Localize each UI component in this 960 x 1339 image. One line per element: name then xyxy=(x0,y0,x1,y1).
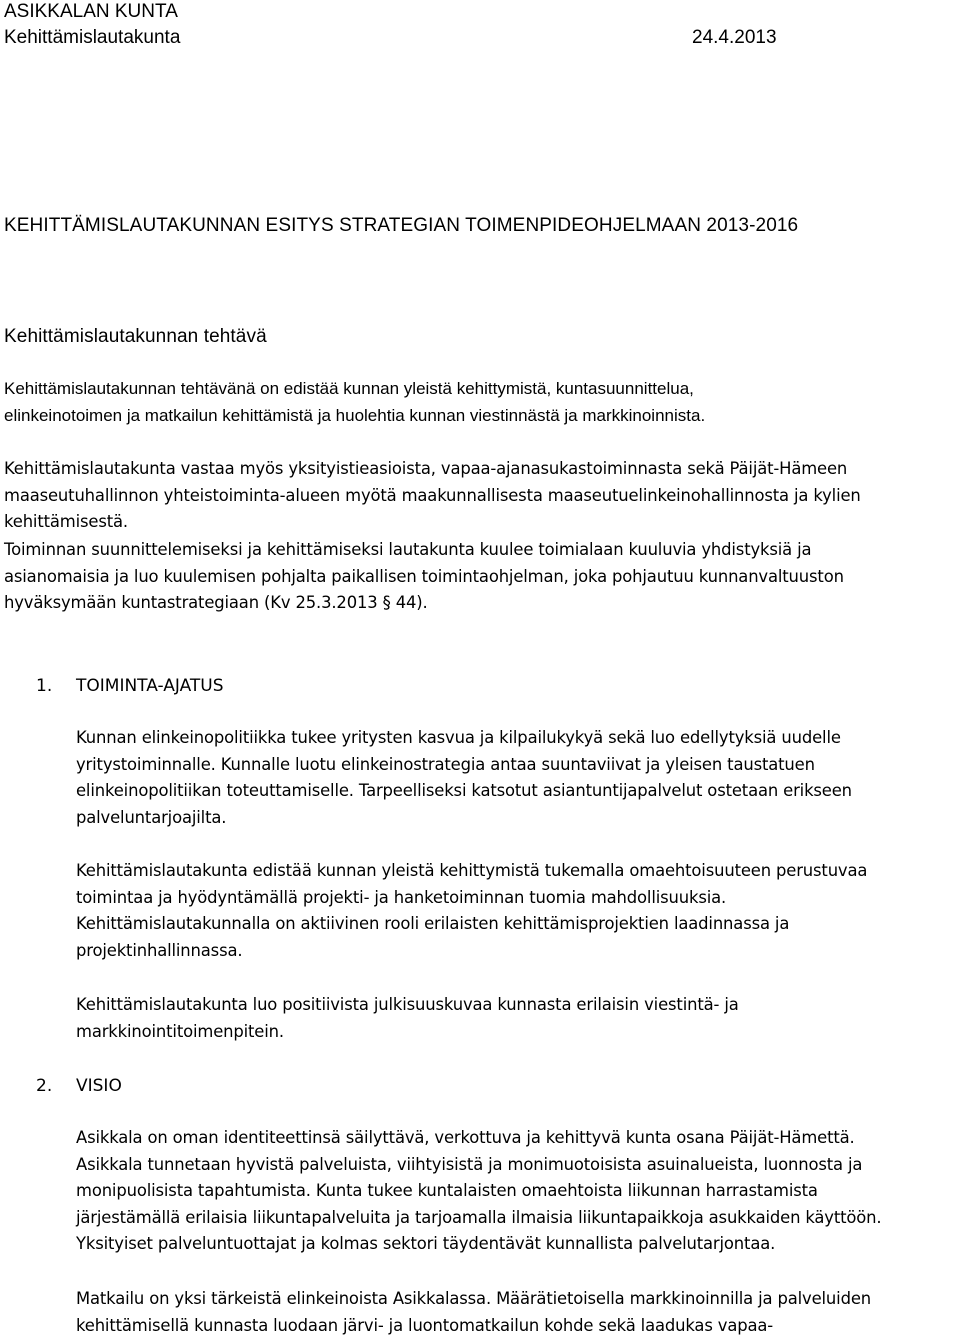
text-line: Kehittämislautakunta vastaa myös yksityistieasioista, vapaa-ajanasukastoiminnasta sekä Päijät-Hämeen xyxy=(4,459,848,478)
text-line: hyväksymään kuntastrategiaan (Kv 25.3.2013 § 44). xyxy=(4,593,428,612)
document-date: 24.4.2013 xyxy=(692,27,777,48)
text-line: projektinhallinnassa. xyxy=(76,940,243,960)
section-1-paragraph-a xyxy=(76,725,852,831)
text-line: maaseutuhallinnon yhteistoiminta-alueen myötä maakunnallisesta maaseutuelinkeinohallinnosta ja kylien xyxy=(4,485,861,505)
text-line: kehittämisestä. xyxy=(4,512,128,531)
text-line: monipuolisista tapahtumista. Kunta tukee kuntalaisten omaehtoista liikunnan harrastamista xyxy=(76,1181,818,1200)
intro-paragraph xyxy=(4,376,705,429)
municipality-name: ASIKKALAN KUNTA xyxy=(4,1,178,22)
document-title: KEHITTÄMISLAUTAKUNNAN ESITYS STRATEGIAN TOIMENPIDEOHJELMAAN 2013-2016 xyxy=(4,215,799,236)
section-2-heading: VISIO xyxy=(76,1076,122,1096)
text-line: markkinointitoimenpitein. xyxy=(76,1021,284,1041)
text-line: kehittämisellä kunnasta luodaan järvi- ja luontomatkailun kohde sekä laadukas vapaa- xyxy=(76,1315,774,1335)
text-line: Asikkala on oman identiteettinsä säilyttävä, verkottuva ja kehittyvä kunta osana Päijät-Hämettä. xyxy=(76,1128,855,1147)
paragraph-planning xyxy=(4,537,844,617)
text-line: Asikkala tunnetaan hyvistä palveluista, viihtyisistä ja monimuotoisista asuinalueista, luonnosta ja xyxy=(76,1154,863,1174)
text-line: Kehittämislautakunnan tehtävänä on edistää kunnan yleistä kehittymistä, kuntasuunnittelua, xyxy=(4,379,694,398)
section-1-paragraph-c xyxy=(76,992,739,1045)
text-line: elinkeinotoimen ja matkailun kehittämistä ja huolehtia kunnan viestinnästä ja markkinoinnista. xyxy=(4,405,706,425)
section-subheading: Kehittämislautakunnan tehtävä xyxy=(4,326,267,347)
text-line: Kehittämislautakunta edistää kunnan yleistä kehittymistä tukemalla omaehtoisuuteen perustuvaa xyxy=(76,861,868,880)
section-1-heading: TOIMINTA-AJATUS xyxy=(76,676,224,696)
section-1-paragraph-b xyxy=(76,858,867,964)
text-line: Kunnan elinkeinopolitiikka tukee yritysten kasvua ja kilpailukykyä sekä luo edellytyksiä uudelle xyxy=(76,728,841,747)
text-line: elinkeinopolitiikan toteuttamiselle. Tarpeelliseksi katsotut asiantuntijapalvelut ostetaan erikseen xyxy=(76,781,852,800)
text-line: järjestämällä erilaisia liikuntapalveluita ja tarjoamalla ilmaisia liikuntapaikkoja asukkaiden käyttöön. xyxy=(76,1207,882,1227)
text-line: toimintaa ja hyödyntämällä projekti- ja hanketoiminnan tuomia mahdollisuuksia. xyxy=(76,887,727,907)
text-line: asianomaisia ja luo kuulemisen pohjalta paikallisen toimintaohjelman, joka pohjautuu kunnanvaltuuston xyxy=(4,566,844,586)
section-2-number: 2. xyxy=(36,1076,53,1096)
section-2-paragraph-b xyxy=(76,1286,871,1339)
text-line: yritystoiminnalle. Kunnalle luotu elinkeinostrategia antaa suuntaviivat ja yleisen taustatuen xyxy=(76,754,815,774)
paragraph-responsibilities xyxy=(4,456,861,536)
text-line: Toiminnan suunnittelemiseksi ja kehittämiseksi lautakunta kuulee toimialaan kuuluvia yhdistyksiä ja xyxy=(4,540,812,559)
text-line: Kehittämislautakunnalla on aktiivinen rooli erilaisten kehittämisprojektien laadinnassa ja xyxy=(76,914,790,933)
section-2-paragraph-a xyxy=(76,1125,881,1258)
text-line: Kehittämislautakunta luo positiivista julkisuuskuvaa kunnasta erilaisin viestintä- ja xyxy=(76,995,739,1014)
text-line: palveluntarjoajilta. xyxy=(76,807,227,827)
board-name: Kehittämislautakunta xyxy=(4,27,181,48)
text-line: Yksityiset palveluntuottajat ja kolmas sektori täydentävät kunnallista palvelutarjontaa. xyxy=(76,1234,776,1253)
text-line: Matkailu on yksi tärkeistä elinkeinoista Asikkalassa. Määrätietoisella markkinoinnilla ja palveluiden xyxy=(76,1289,872,1308)
section-1-number: 1. xyxy=(36,676,53,696)
